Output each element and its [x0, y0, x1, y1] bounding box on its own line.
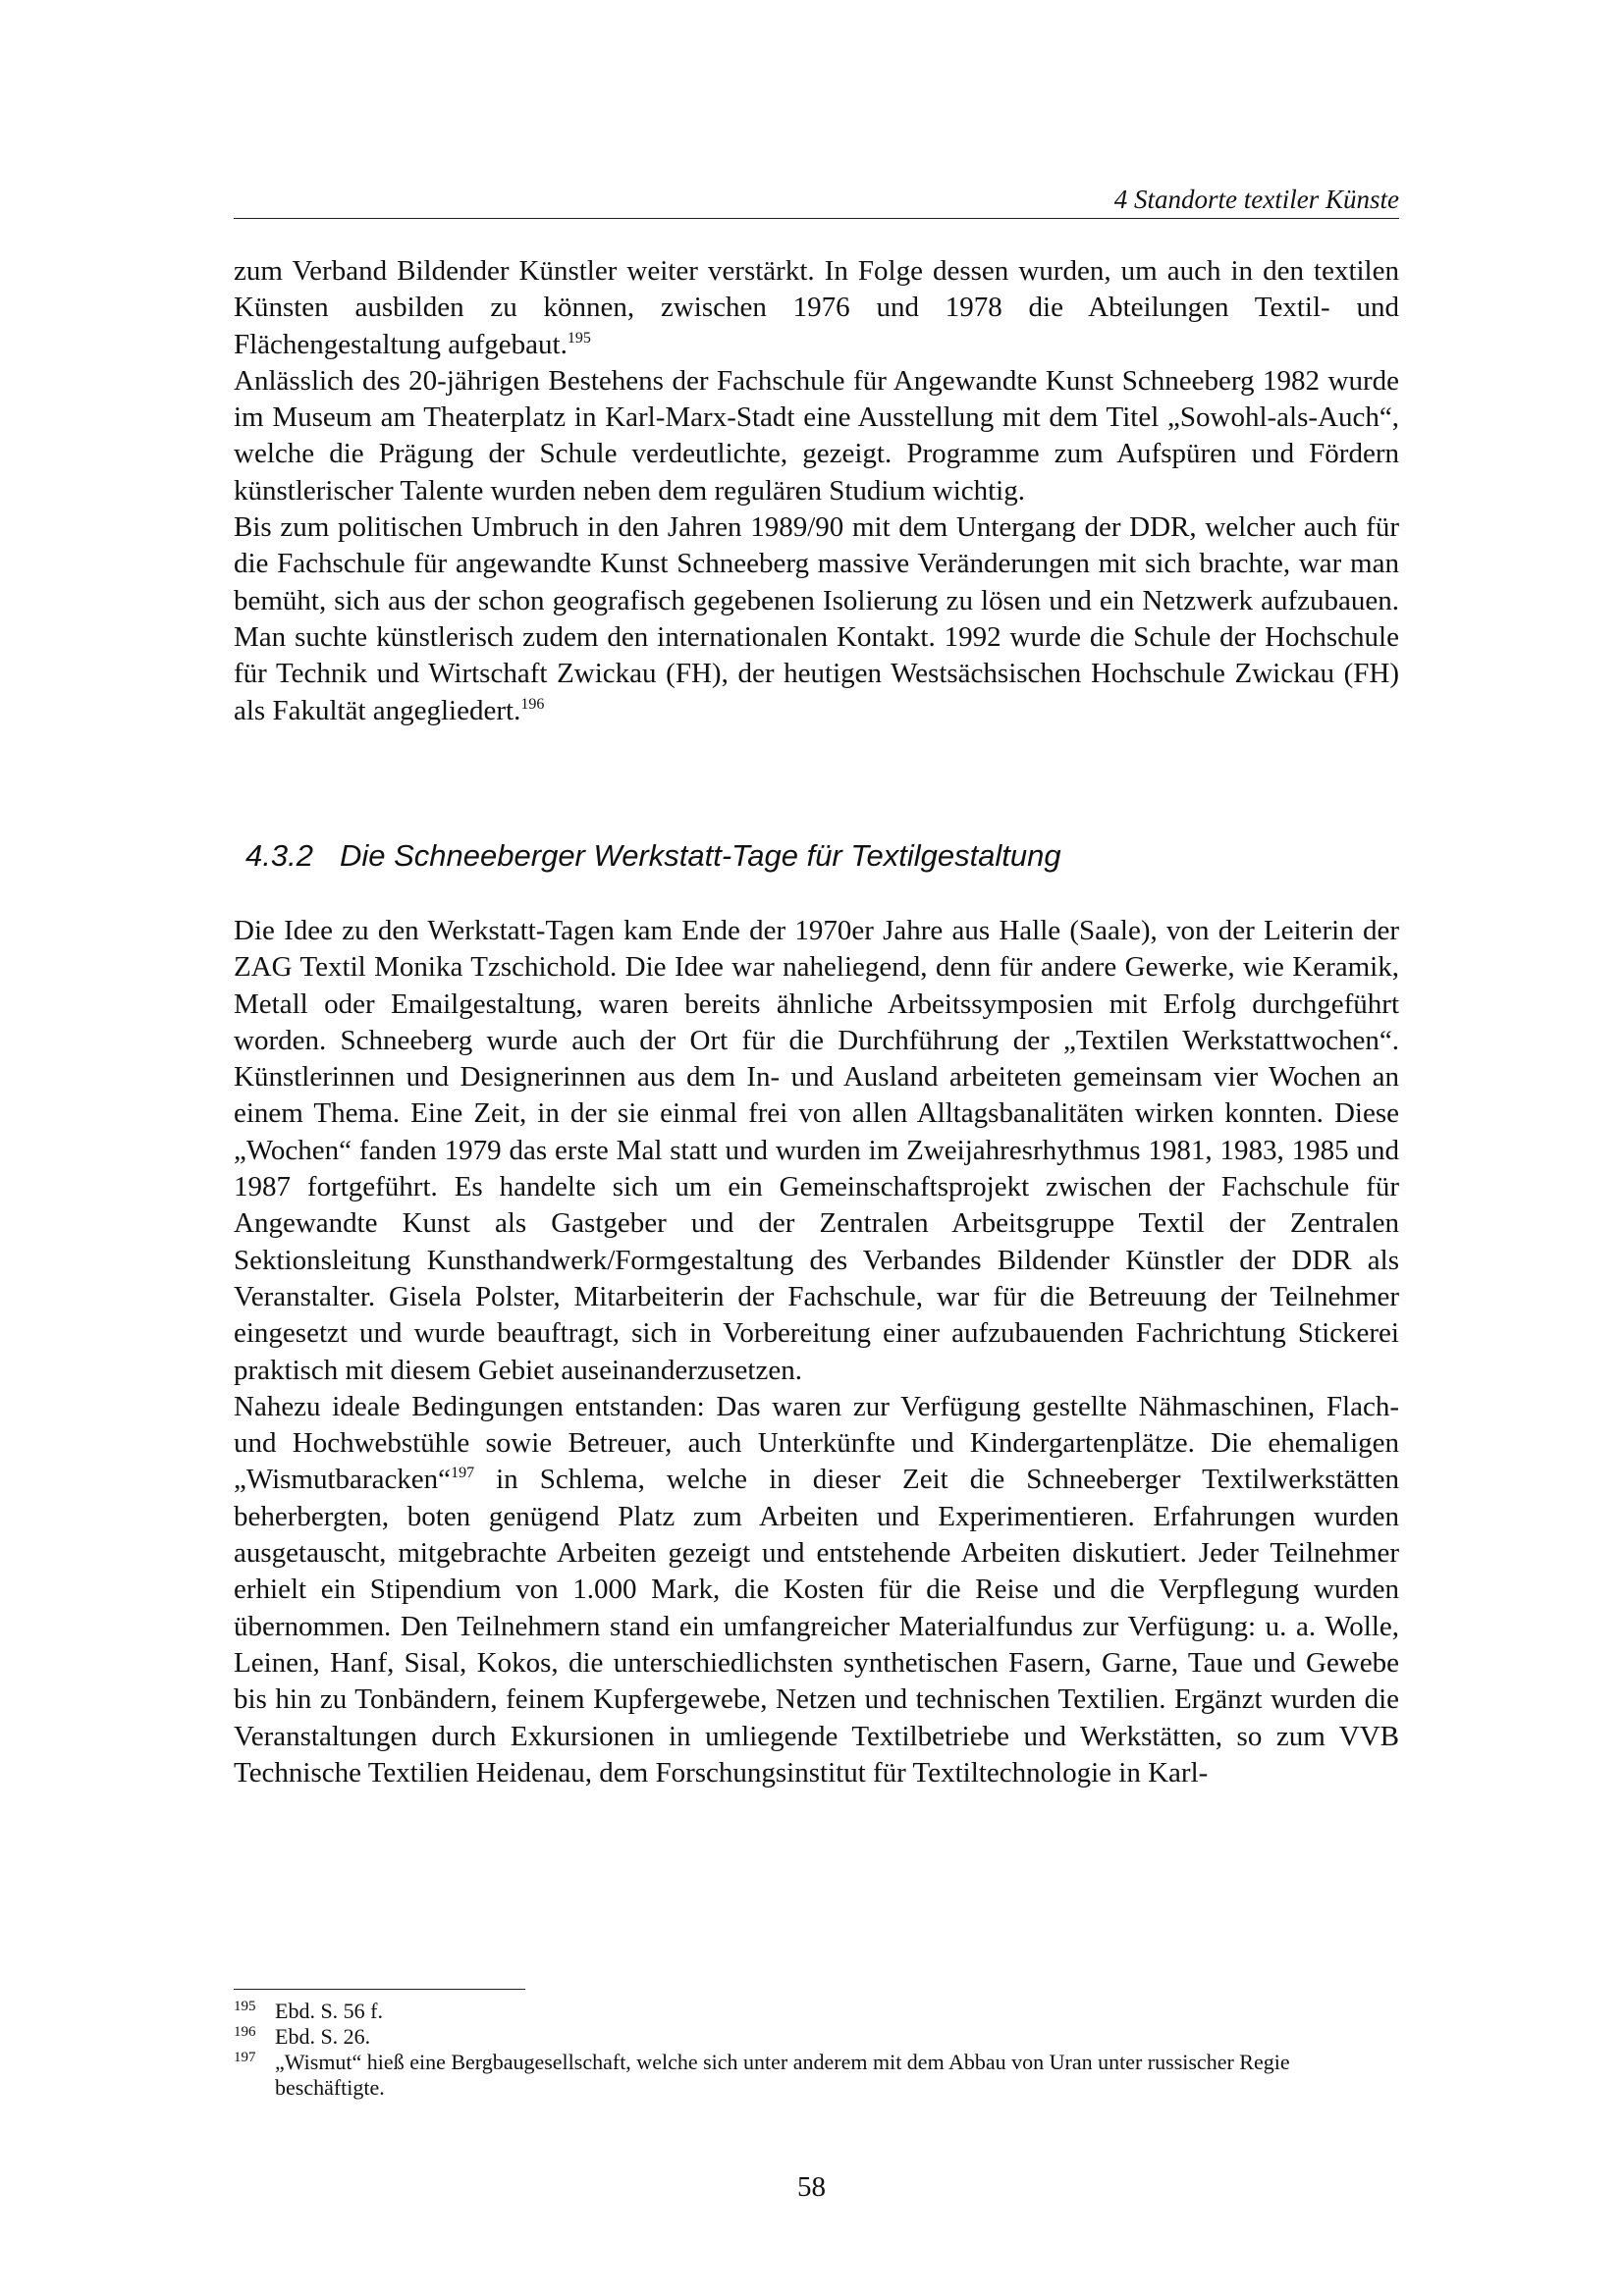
footnote — [234, 2050, 1399, 2101]
section-heading — [245, 836, 1394, 876]
running-head: 4 Standorte textiler Künste — [1113, 185, 1399, 214]
body-block-1 — [234, 253, 1399, 729]
footnote-text: Ebd. S. 26. — [275, 2024, 371, 2049]
footnote-ref[interactable]: 195 — [567, 329, 591, 347]
footnote-mark: 196 — [234, 2024, 256, 2040]
footnote-ref[interactable]: 197 — [451, 1465, 475, 1482]
paragraph: Anlässlich des 20-jährigen Bestehens der Fachschule für Angewandte Kunst Schneeberg 1982 wurde im Museum am Theaterplatz in Karl-Marx-Stadt eine Ausstellung mit dem Titel „Sowohl-als-Auch“, welche die Prägung der Schule verdeutlichte, gezeigt. Programme zum Aufspüren und Fördern künstlerischer Talente wurden neben dem regulären Studium wichtig. — [234, 364, 1399, 507]
paragraph — [234, 1389, 1399, 1791]
body-block-2 — [234, 913, 1399, 1791]
section-number: 4.3.2 — [245, 838, 313, 873]
paragraph — [234, 253, 1399, 363]
section-title: Die Schneeberger Werkstatt-Tage für Textilgestaltung — [340, 838, 1061, 873]
footnote-text: Ebd. S. 56 f. — [275, 1999, 383, 2023]
footnote — [234, 2024, 1399, 2050]
paragraph: Die Idee zu den Werkstatt-Tagen kam Ende der 1970er Jahre aus Halle (Saale), von der Leiterin der ZAG Textil Monika Tzschichold. Die Idee war naheliegend, denn für andere Gewerke, wie Keramik, Metall oder Emailgestaltung, waren bereits ähnliche Arbeitssymposien mit Erfolg durchgeführt worden. Schneeberg wurde auch der Ort für die Durchführung der „Textilen Werkstattwochen“. Künstlerinnen und Designerinnen aus dem In- und Ausland arbeiteten gemeinsam vier Wochen an einem Thema. Eine Zeit, in der sie einmal frei von allen Alltagsbanalitäten wirken konnten. Diese „Wochen“ fanden 1979 das erste Mal statt und wurden im Zweijahresrhythmus 1981, 1983, 1985 und 1987 fortgeführt. Es handelte sich um ein Gemeinschaftsprojekt zwischen der Fachschule für Angewandte Kunst als Gastgeber und der Zentralen Arbeitsgruppe Textil der Zentralen Sektionsleitung Kunsthandwerk/Formgestaltung des Verbandes Bildender Künstler der DDR als Veranstalter. Gisela Polster, Mitarbeiterin der Fachschule, war für die Betreuung der Teilnehmer eingesetzt und wurde beauftragt, sich in Vorbereitung einer aufzubauenden Fachrichtung Stickerei praktisch mit diesem Gebiet auseinanderzusetzen. — [234, 915, 1399, 1386]
footnote-ref[interactable]: 196 — [520, 695, 545, 713]
footnote-mark: 197 — [234, 2050, 256, 2065]
footnotes — [234, 1999, 1399, 2101]
paragraph-text: zum Verband Bildender Künstler weiter verstärkt. In Folge dessen wurden, um auch in den textilen Künsten ausbilden zu können, zwischen 1976 und 1978 die Abteilungen Textil- und Flächengestaltung aufgebaut. — [234, 255, 1399, 360]
footnote-text: „Wismut“ hieß eine Bergbaugesellschaft, welche sich unter anderem mit dem Abbau von Uran unter russischer Regie beschäftigte. — [275, 2050, 1290, 2100]
header-rule — [234, 218, 1399, 219]
footnote — [234, 1999, 1399, 2024]
paragraph-text: in Schlema, welche in dieser Zeit die Schneeberger Textilwerkstätten beherbergten, boten genügend Platz zum Arbeiten und Experimentieren. Erfahrungen wurden ausgetauscht, mitgebrachte Arbeiten gezeigt und entstehende Arbeiten diskutiert. Jeder Teilnehmer erhielt ein Stipendium von 1.000 Mark, die Kosten für die Reise und die Verpflegung wurden übernommen. Den Teilnehmern stand ein umfangreicher Materialfundus zur Verfügung: u. a. Wolle, Leinen, Hanf, Sisal, Kokos, die unterschiedlichsten synthetischen Fasern, Garne, Taue und Gewebe bis hin zu Tonbändern, feinem Kupfergewebe, Netzen und technischen Textilien. Ergänzt wurden die Veranstaltungen durch Exkursionen in umliegende Textilbetriebe und Werkstätten, so zum VVB Technische Textilien Heidenau, dem Forschungsinstitut für Textiltechnologie in Karl- — [234, 1464, 1399, 1789]
page-number: 58 — [797, 2171, 826, 2203]
paragraph-text: Bis zum politischen Umbruch in den Jahren 1989/90 mit dem Untergang der DDR, welcher auch für die Fachschule für angewandte Kunst Schneeberg massive Veränderungen mit sich brachte, war man bemüht, sich aus der schon geografisch gegebenen Isolierung zu lösen und ein Netzwerk aufzubauen. Man suchte künstlerisch zudem den internationalen Kontakt. 1992 wurde die Schule der Hochschule für Technik und Wirtschaft Zwickau (FH), der heutigen Westsächsischen Hochschule Zwickau (FH) als Fakultät angegliedert. — [234, 511, 1399, 726]
paragraph — [234, 509, 1399, 729]
footnote-mark: 195 — [234, 1999, 256, 2014]
paragraph-text: Nahezu ideale Bedingungen entstanden: Das waren zur Verfügung gestellte Nähmaschinen, Flach- und Hochwebstühle sowie Betreuer, auch Unterkünfte und Kindergartenplätze. Die ehemaligen „Wismutbaracken“ — [234, 1390, 1399, 1496]
footnote-rule — [234, 1989, 525, 1990]
